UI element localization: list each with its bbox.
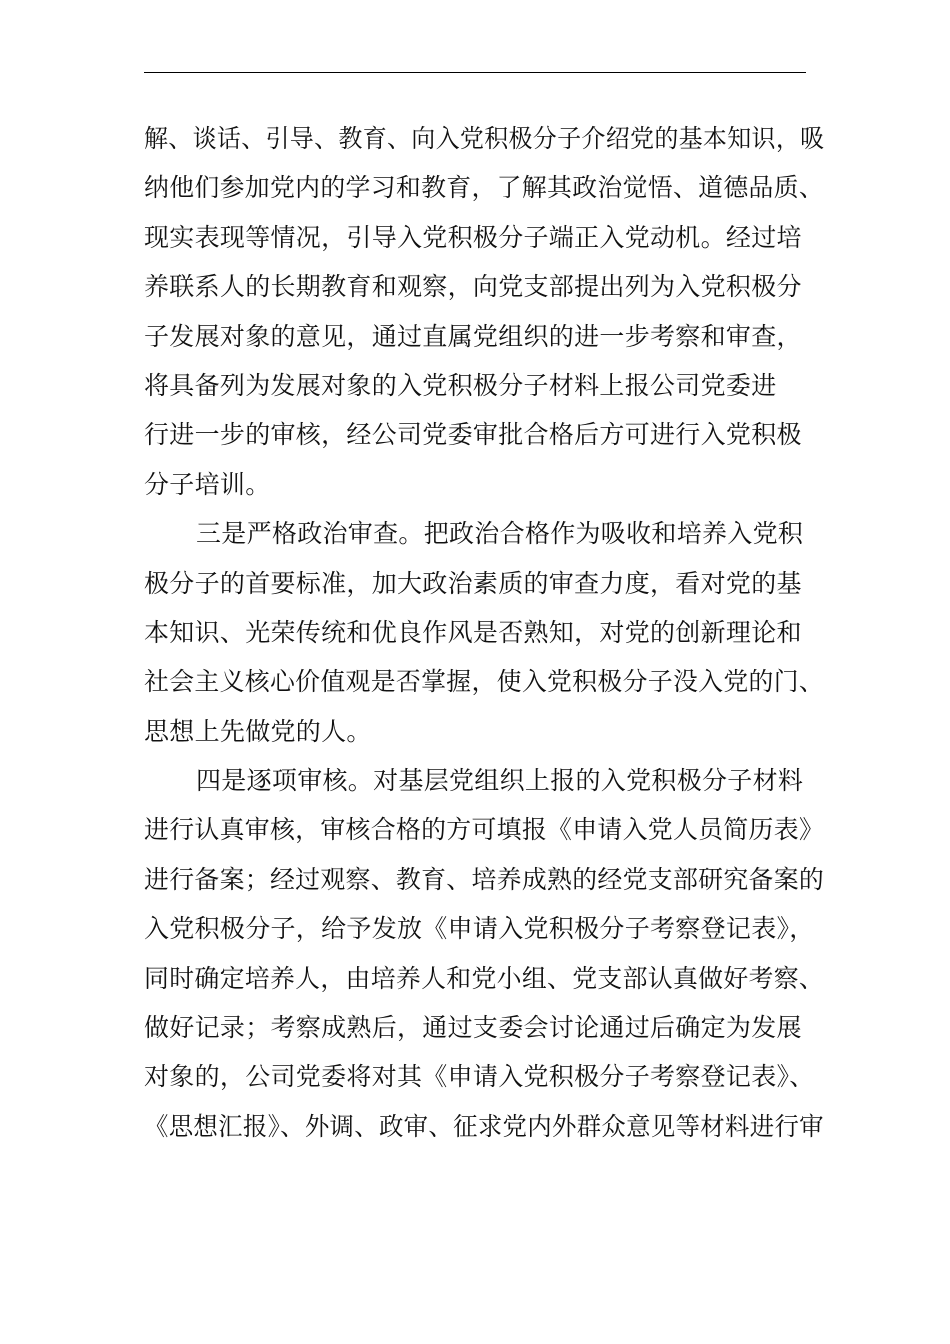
body-text: [144, 114, 824, 1151]
text-line: 分子培训。: [144, 469, 271, 499]
text-line: 同时确定培养人，由培养人和党小组、党支部认真做好考察、: [144, 963, 825, 993]
text-line: 行进一步的审核，经公司党委审批合格后方可进行入党积极: [144, 420, 802, 450]
header-rule: [144, 72, 806, 73]
text-line: 纳他们参加党内的学习和教育，了解其政治觉悟、道德品质、: [144, 173, 825, 203]
text-line: 社会主义核心价值观是否掌握，使入党积极分子没入党的门、: [144, 667, 825, 697]
text-line: 四是逐项审核。对基层党组织上报的入党积极分子材料: [196, 766, 804, 796]
text-line: 三是严格政治审查。把政治合格作为吸收和培养入党积: [196, 519, 804, 549]
text-line: 子发展对象的意见，通过直属党组织的进一步考察和审查，: [144, 321, 802, 351]
text-line: 进行备案；经过观察、教育、培养成熟的经党支部研究备案的: [144, 864, 825, 894]
text-line: 思想上先做党的人。: [144, 716, 372, 746]
text-line: 解、谈话、引导、教育、向入党积极分子介绍党的基本知识，吸: [144, 124, 825, 153]
text-line: 现实表现等情况，引导入党积极分子端正入党动机。经过培: [144, 222, 802, 252]
text-line: 入党积极分子，给予发放《申请入党积极分子考察登记表》，: [144, 914, 815, 944]
text-line: 进行认真审核，审核合格的方可填报《申请入党人员简历表》: [144, 815, 825, 845]
text-line: 《思想汇报》、外调、政审、征求党内外群众意见等材料进行审: [144, 1111, 824, 1141]
text-line: 做好记录；考察成熟后，通过支委会讨论通过后确定为发展: [144, 1013, 802, 1043]
text-line: 养联系人的长期教育和观察，向党支部提出列为入党积极分: [144, 272, 802, 302]
text-line: 将具备列为发展对象的入党积极分子材料上报公司党委进: [144, 370, 777, 400]
text-line: 本知识、光荣传统和优良作风是否熟知，对党的创新理论和: [144, 617, 802, 647]
text-line: 极分子的首要标准，加大政治素质的审查力度，看对党的基: [144, 568, 802, 598]
text-line: 对象的，公司党委将对其《申请入党积极分子考察登记表》、: [144, 1062, 815, 1092]
